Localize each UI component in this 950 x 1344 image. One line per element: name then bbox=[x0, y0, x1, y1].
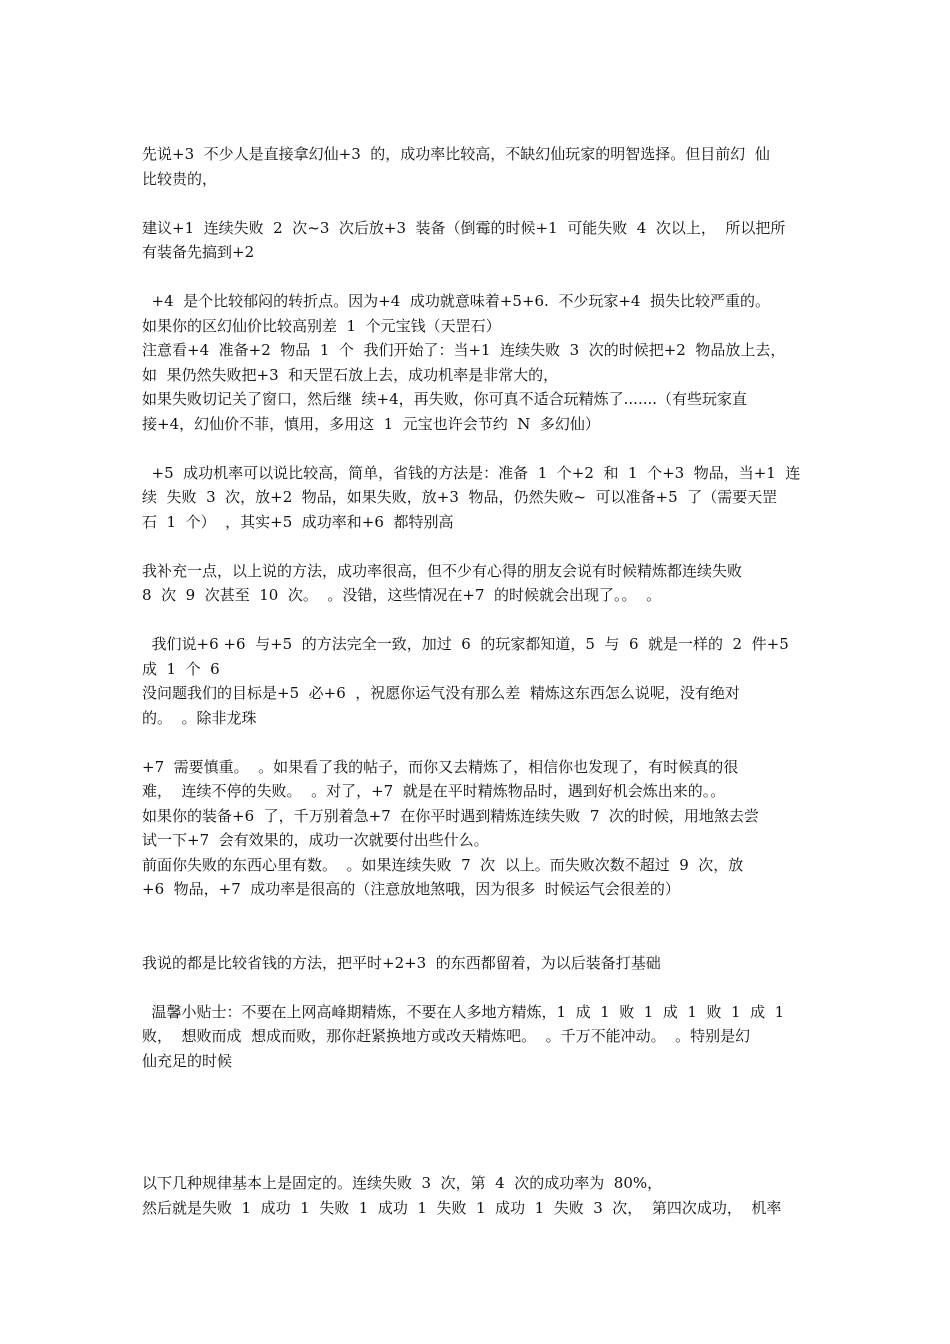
text-line: 我补充一点，以上说的方法，成功率很高，但不少有心得的朋友会说有时候精炼都连续失败 bbox=[142, 561, 743, 580]
blank-line bbox=[142, 534, 810, 559]
blank-line bbox=[142, 926, 810, 951]
text-line: 8 次 9 次甚至 10 次。 。没错，这些情况在+7 的时候就会出现了。。 。 bbox=[142, 586, 662, 604]
text-line: 接+4，幻仙价不菲，慎用，多用这 1 元宝也许会节约 N 多幻仙） bbox=[142, 414, 600, 433]
text-line: 注意看+4 准备+2 物品 1 个 我们开始了：当+1 连续失败 3 次的时候把+2 物品放上去， bbox=[142, 341, 786, 359]
text-line: 如 果仍然失败把+3 和天罡石放上去，成功机率是非常大的， bbox=[142, 365, 559, 384]
blank-line bbox=[142, 1147, 810, 1172]
blank-line bbox=[142, 265, 810, 290]
text-line: 如果你的装备+6 了，千万别着急+7 在你平时遇到精炼连续失败 7 次的时候，用地煞去尝 bbox=[142, 806, 759, 825]
blank-line bbox=[142, 730, 810, 755]
text-line: 我说的都是比较省钱的方法，把平时+2+3 的东西都留着，为以后装备打基础 bbox=[142, 953, 661, 972]
text-line: 我们说+6 +6 与+5 的方法完全一致，加过 6 的玩家都知道，5 与 6 就是一样的 2 件+5 bbox=[142, 635, 789, 653]
text-line: 温馨小贴士：不要在上网高峰期精炼，不要在人多地方精炼，1 成 1 败 1 成 1 败 1 成 1 bbox=[142, 1002, 785, 1021]
blank-line bbox=[142, 436, 810, 461]
text-line: 仙充足的时候 bbox=[142, 1051, 233, 1070]
blank-line bbox=[142, 608, 810, 633]
text-line: 没问题我们的目标是+5 必+6 ，祝愿你运气没有那么差 精炼这东西怎么说呢，没有绝对 bbox=[142, 684, 740, 702]
blank-line bbox=[142, 1073, 810, 1098]
text-line: 有装备先搞到+2 bbox=[142, 243, 255, 261]
text-line: 成 1 个 6 bbox=[142, 659, 220, 678]
text-line: +4 是个比较郁闷的转折点。因为+4 成功就意味着+5+6. 不少玩家+4 损失比较严重的。 bbox=[142, 292, 771, 310]
text-line: 如果失败切记关了窗口，然后继 续+4，再失败，你可真不适合玩精炼了.......（有些玩家直 bbox=[142, 390, 748, 408]
blank-line bbox=[142, 975, 810, 1000]
text-line: 败， 想败而成 想成而败，那你赶紧换地方或改天精炼吧。 。千万不能冲动。 。特别是幻 bbox=[142, 1027, 751, 1045]
text-line: 比较贵的， bbox=[142, 169, 218, 188]
text-line: +7 需要慎重。 。如果看了我的帖子，而你又去精炼了，相信你也发现了，有时候真的很 bbox=[142, 757, 739, 776]
text-line: 如果你的区幻仙价比较高别差 1 个元宝钱（天罡石） bbox=[142, 316, 501, 335]
blank-line bbox=[142, 1098, 810, 1123]
text-line: 试一下+7 会有效果的，成功一次就要付出些什么。 bbox=[142, 831, 489, 849]
text-line: 先说+3 不少人是直接拿幻仙+3 的，成功率比较高，不缺幻仙玩家的明智选择。但目前幻 仙 bbox=[142, 145, 770, 163]
text-line: 难， 连续不停的失败。 。对了，+7 就是在平时精炼物品时，遇到好机会炼出来的。。 bbox=[142, 782, 726, 800]
blank-line bbox=[142, 1122, 810, 1147]
blank-line bbox=[142, 902, 810, 927]
text-line: 建议+1 连续失败 2 次~3 次后放+3 装备（倒霉的时候+1 可能失败 4 次以上， 所以把所 bbox=[142, 218, 786, 237]
blank-line bbox=[142, 191, 810, 216]
text-line: +6 物品，+7 成功率是很高的（注意放地煞哦，因为很多 时候运气会很差的） bbox=[142, 880, 680, 898]
text-line: 以下几种规律基本上是固定的。连续失败 3 次，第 4 次的成功率为 80%， bbox=[142, 1174, 663, 1192]
document-body bbox=[142, 142, 810, 1220]
text-line: 然后就是失败 1 成功 1 失败 1 成功 1 失败 1 成功 1 失败 3 次， 第四次成功， 机率 bbox=[142, 1198, 782, 1217]
text-line: 石 1 个） ，其实+5 成功率和+6 都特别高 bbox=[142, 512, 454, 531]
text-line: 的。 。除非龙珠 bbox=[142, 708, 257, 727]
text-line: 前面你失败的东西心里有数。 。如果连续失败 7 次 以上。而失败次数不超过 9 次，放 bbox=[142, 855, 744, 874]
text-line: 续 失败 3 次，放+2 物品，如果失败，放+3 物品，仍然失败~ 可以准备+5 了（需要天罡 bbox=[142, 488, 778, 506]
text-line: +5 成功机率可以说比较高，简单，省钱的方法是：准备 1 个+2 和 1 个+3 物品，当+1 连 bbox=[142, 463, 801, 482]
